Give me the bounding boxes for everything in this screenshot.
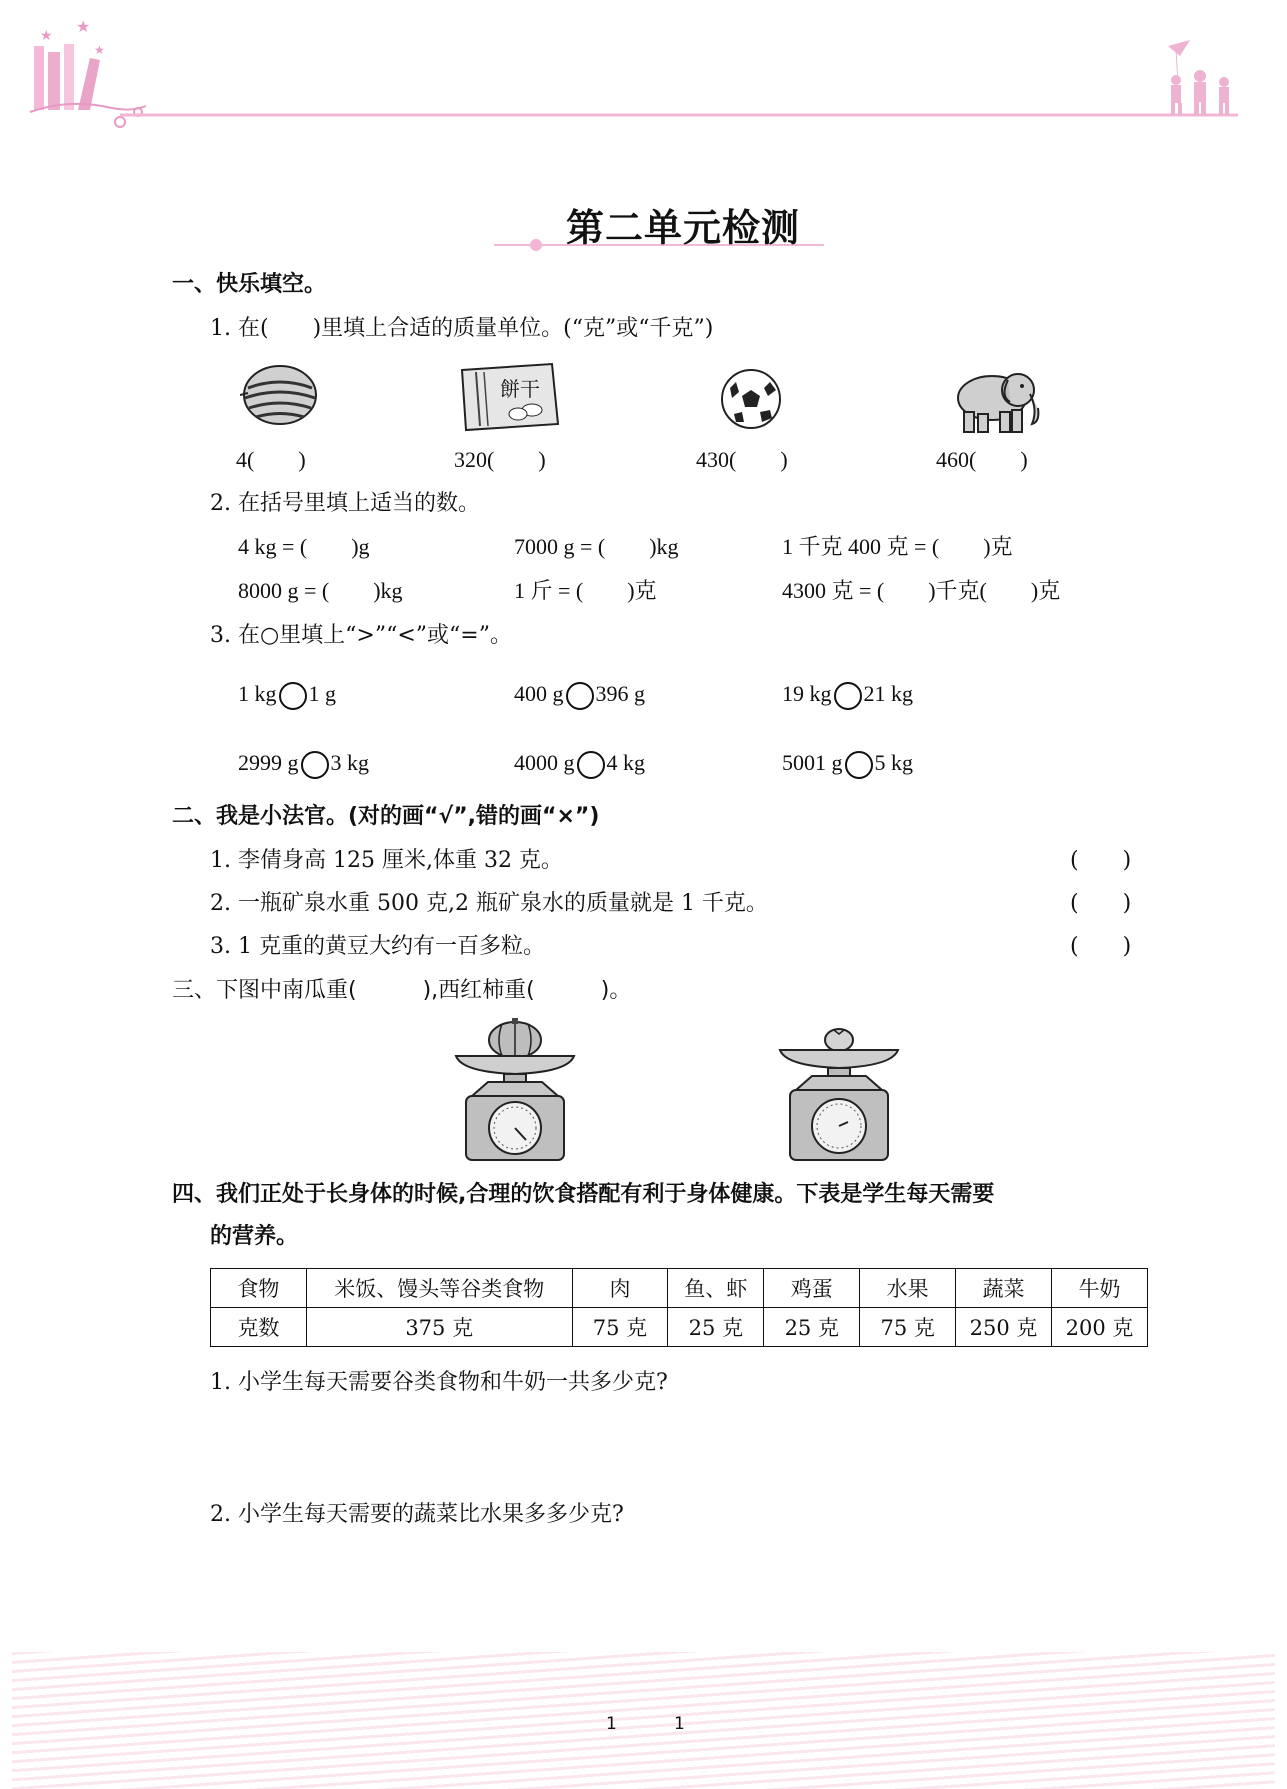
table-cell: 250 克 [956,1308,1052,1347]
table-cell: 蔬菜 [956,1269,1052,1308]
section-1-heading: 一、快乐填空。 [172,272,327,297]
table-cell: 食物 [211,1269,307,1308]
pumpkin-scale-icon [452,1018,578,1164]
table-cell: 水果 [860,1269,956,1308]
table-cell: 牛奶 [1052,1269,1148,1308]
compare-item: 1 kg 1 g [238,679,336,710]
title-underline [494,238,824,254]
section-2-heading: 二、我是小法官。(对的画“√”,错的画“×”) [172,804,600,829]
judge-item-3: 3. 1 克重的黄豆大约有一百多粒。 [210,934,545,959]
compare-item: 4000 g 4 kg [514,748,645,779]
q2-item: 7000 g = ( )kg [514,534,679,559]
svg-text:★: ★ [94,43,105,57]
page-title: 第二单元检测 [566,205,801,250]
q3-instruction: 3. 在○里填上“>”“<”或“=”。 [210,623,512,648]
tomato-scale-icon [776,1024,902,1164]
svg-text:餅干: 餅干 [500,377,540,401]
table-cell: 鱼、虾 [668,1269,764,1308]
compare-circle[interactable] [845,751,873,779]
table-cell: 200 克 [1052,1308,1148,1347]
judge-item-1: 1. 李倩身高 125 厘米,体重 32 克。 [210,848,563,873]
biscuit-pack-icon [456,360,562,432]
table-cell: 375 克 [306,1308,572,1347]
table-row [211,1308,1148,1347]
judge-answer-blank[interactable]: ( ) [1070,848,1132,873]
svg-text:★: ★ [40,28,53,44]
header-decoration [0,0,1287,140]
table-cell: 25 克 [764,1308,860,1347]
compare-item: 2999 g 3 kg [238,748,369,779]
compare-circle[interactable] [566,682,594,710]
section-4-heading: 四、我们正处于长身体的时候,合理的饮食搭配有利于身体健康。下表是学生每天需要 [172,1182,995,1207]
kids-kite-icon [1168,40,1229,116]
judge-answer-blank[interactable]: ( ) [1070,891,1132,916]
q1-blank-biscuit: 320( ) [454,447,546,472]
table-cell: 米饭、馒头等谷类食物 [306,1269,572,1308]
table-row [211,1269,1148,1308]
compare-circle[interactable] [301,751,329,779]
q1-instruction: 1. 在( )里填上合适的质量单位。(“克”或“千克”) [210,316,714,341]
section-4-heading-cont: 的营养。 [210,1224,299,1249]
section-3-heading: 三、下图中南瓜重( ),西红柿重( )。 [172,978,632,1003]
q2-item: 8000 g = ( )kg [238,578,403,603]
q2-item: 4300 克 = ( )千克( )克 [782,578,1061,603]
q1-blank-watermelon: 4( ) [236,447,306,472]
nutrition-table [210,1268,1148,1347]
soccer-ball-icon [718,366,784,432]
table-cell: 克数 [211,1308,307,1347]
q1-blank-ball: 430( ) [696,447,788,472]
q2-item: 1 千克 400 克 = ( )克 [782,534,1013,559]
table-cell: 75 克 [572,1308,668,1347]
footer-band [12,1652,1275,1789]
compare-circle[interactable] [279,682,307,710]
elephant-icon [948,362,1042,436]
table-cell: 鸡蛋 [764,1269,860,1308]
q1-blank-elephant: 460( ) [936,447,1028,472]
watermelon-icon [240,362,320,428]
table-cell: 75 克 [860,1308,956,1347]
compare-circle[interactable] [577,751,605,779]
compare-item: 19 kg 21 kg [782,679,913,710]
page-number-right: 1 [674,1714,685,1734]
s4-question-1: 1. 小学生每天需要谷类食物和牛奶一共多少克? [210,1370,668,1395]
s4-question-2: 2. 小学生每天需要的蔬菜比水果多多少克? [210,1502,624,1527]
compare-item: 5001 g 5 kg [782,748,913,779]
judge-answer-blank[interactable]: ( ) [1070,934,1132,959]
page-number-left: 1 [606,1714,617,1734]
table-cell: 肉 [572,1269,668,1308]
judge-item-2: 2. 一瓶矿泉水重 500 克,2 瓶矿泉水的质量就是 1 千克。 [210,891,768,916]
q2-instruction: 2. 在括号里填上适当的数。 [210,491,480,516]
svg-text:★: ★ [76,17,91,36]
compare-circle[interactable] [834,682,862,710]
books-logo-icon [30,17,146,127]
compare-item: 400 g 396 g [514,679,645,710]
q2-item: 1 斤 = ( )克 [514,578,657,603]
table-cell: 25 克 [668,1308,764,1347]
q2-item: 4 kg = ( )g [238,534,370,559]
